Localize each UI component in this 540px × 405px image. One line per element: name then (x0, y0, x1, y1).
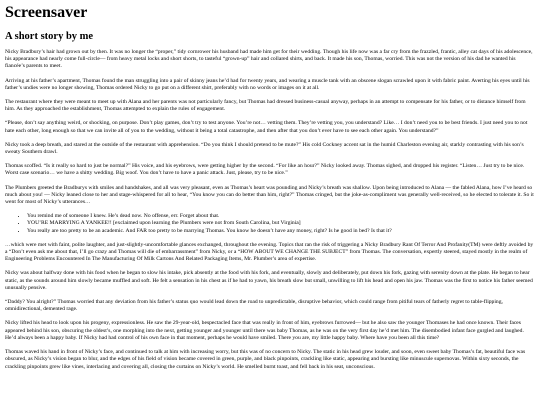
story-paragraph: Arriving at his father’s apartment, Thomas found the man struggling into a pair of skinny jeans he’d had for twenty years, and wearing a muscle tank with an obscene slogan scrawled upon it with fabric paint. Averting his eyes until his father’s undies were no longer showing, Thomas ordered Nicky to go put on a different shirt, preferably with no words or images on it at all. (5, 77, 530, 91)
story-paragraph: The restaurant where they were meant to meet up with Alana and her parents was not particularly fancy, but Thomas had dressed business-casual anyway, perhaps in an attempt to compensate for his father, or to distance himself from him. As they approached the establishment, Thomas attempted to explain the rules of engagement. (5, 99, 526, 113)
list-item: • You remind me of someone I knew. He’s dead now. No offense, err. Forget about that. (27, 213, 535, 220)
story-paragraph: “Daddy? You alright?” Thomas worried that any deviation from his father’s status quo would lead down the road to unpredictable, disruptive behavior, which could range from pitiful tears of fatherly regret to table-flipping, omnidirectional, demented rage. (5, 299, 503, 313)
story-paragraph: Nicky lifted his head to look upon his progeny, expressionless. He saw the 29-year-old, bespectacled face that was really in front of him, eyebrows furrowed— but he also saw the younger Thomases he had once known. Their faces appeared behind his son, obscuring the oldest’s, one morphing into the next, getting younger and younger until there was baby Thomas, as he was on the very first day he’d met him. The disembodied infant face gurgled and laughed. He’d always been a happy baby. If Nicky had had control of his own face in that moment, perhaps he would have smiled. There you are, my little happy baby. Where have you been all this time? (5, 320, 524, 341)
story-paragraph: Thomas scoffed. “Is it really so hard to just be normal?” His voice, and his eyebrows, were getting higher by the second. “For like an hour?” Nicky looked away. Thomas sighed, and dropped his register. “Listen… Just try to be nice. Worst case scenario… we have a shitty wedding. Big woof. You don’t have to have a panic attack. Just, please, try to be nice.” (5, 163, 525, 177)
story-paragraph: Nicky took a deep breath, and stared at the outside of the restaurant with apprehension. “Do you think I should pretend to be mute?” His cold Cockney accent sat in the humid Charleston evening air, starkly contrasting with his son’s sweaty Southern drawl. (5, 141, 524, 156)
story-paragraph: …which were met with faint, polite laughter, and just-slightly-uncomfortable glances exchanged, throughout the evening. Topics that ran the risk of triggering a Nicky Bradbury Rant Of Terror And Profanity(TM) were deftly avoided by a “Don’t even ask me about that, I’ll go crazy and Thomas will die of embarrassment” from Nicky, or a “HOW ABOUT WE CHANGE THE SUBJECT” from Thomas. The conversation, expertly steered, stayed mostly in the realm of Engineering Problems Encountered In The Manufacturing Of Milk Cartons And Related Packaging Items, Mr. Plumber’s area of expertise. (5, 241, 534, 263)
list-item: • You really are too pretty to be an academic. And FAR too pretty to be marrying Thomas. You know he doesn’t have any money, right? Is he good in bed? Is that it? (27, 228, 535, 235)
story-paragraph: “Please, don’t say anything weird, or shocking, on purpose. Don’t play games, don’t try to test anyone. You’re not… vetting them. They’re vetting you, you understand? Like… I don’t need you to be best friends. I just need you to not hate each other, long enough so that we can invite all of you to the wedding, without it being a total catastrophe, and then after that you don’t ever have to see each other again. You understand?” (5, 120, 528, 134)
story-paragraph: Nicky Bradbury’s hair had grown out by then. It was no longer the “proper,” tidy cornrower his husband had made him get for their wedding. Though his life now was a far cry from the frazzled, frantic, alley cat days of his adolescence, his appearance had nearly come full-circle— from heavy metal locks and short shorts, to tasteful “grown-up” hair and collared shirts, and back. It made his son, Thomas, worried. This was not the version of his dad he wanted his fiancée’s parents to meet. (5, 49, 533, 70)
page-title: Screensaver (5, 4, 88, 21)
story-paragraph: Nicky was about halfway done with his food when he began to slow his intake, pick absently at the food with his fork, and eventually, slowly and deliberately, put down his fork, gazing with serenity down at the plate. He began to hear static, as the sounds around him slowly became muffled and soft. He felt a sensation in his chest as if he had to yawn, his breath slow but small, unwilling to lift his head and open his jaw. Thomas was the first to notice his father seemed unusually pensive. (5, 270, 533, 291)
utterance-list (5, 213, 535, 235)
story-paragraph: The Plumbers greeted the Bradburys with smiles and handshakes, and all was very pleasant, even as Thomas’s heart was pounding and Nicky’s breath was shallow. Upon being introduced to Alana — the fabled Alana, how I’ve heard so much about you! — Nicky leaned close to her and stage-whispered for all to hear, “You know you can do better than him, right?” Thomas cringed, but the joke-as-compliment was generally well-received, so he elected to tolerate it. So it went for most of Nicky’s utterances… (5, 184, 534, 206)
story-paragraph: Thomas waved his hand in front of Nicky’s face, and continued to talk at him with increasing worry, but this was of no concern to Nicky. The static in his head grew louder, and soon, even sweet baby Thomas’s fat, beautiful face was obscured, as Nicky’s vision began to blur, and the edges of his field of vision became covered in green, purple, and black pinpoints, crackling like static, appearing and bursting like minuscule supernovas. Within sixty seconds, the crackling pinpoints grew like vines, interlacing and covering all, closing the curtains on Nicky’s world. He smelled burnt toast, and fell back in his seat, unconscious. (5, 349, 526, 370)
story-subtitle: A short story by me (5, 31, 94, 42)
list-item: • YOU’RE MARRYING A YANKEE!! [exclaimed upon learning the Plumbers were not from South Carolina, but Virginia] (27, 220, 535, 227)
